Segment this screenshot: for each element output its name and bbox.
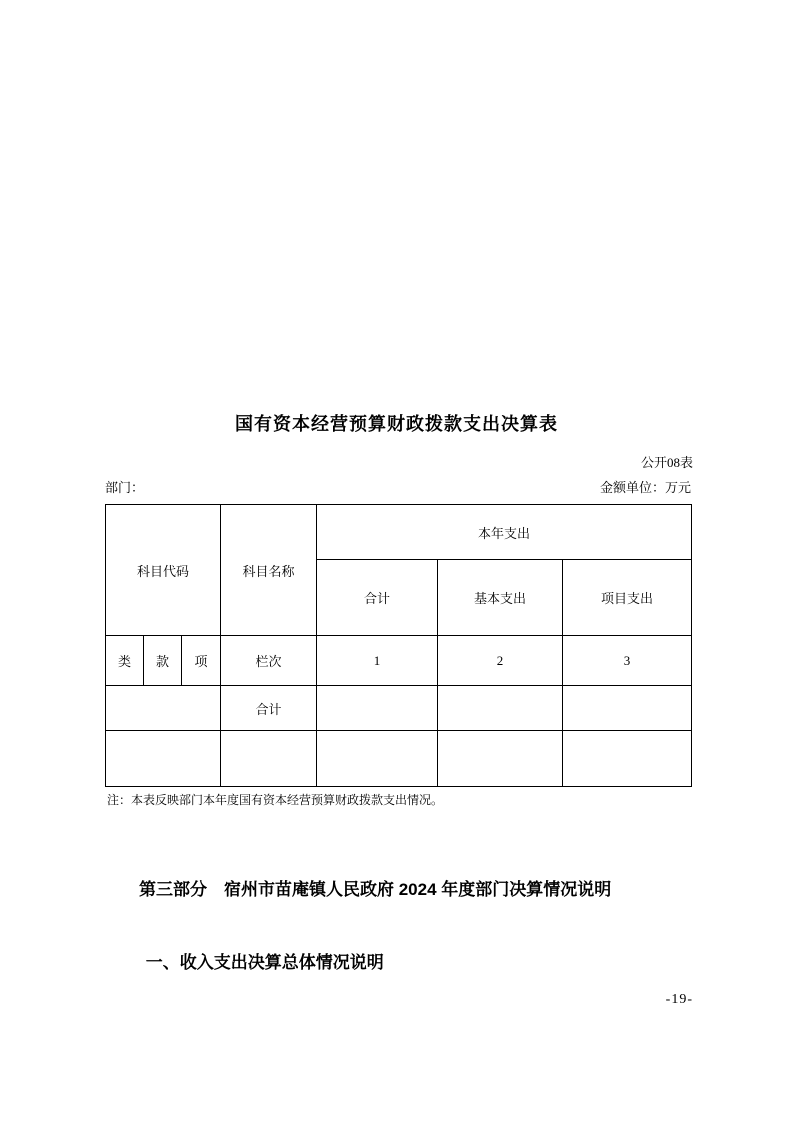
- table-index-row: [106, 636, 692, 686]
- column-index-3: 3: [563, 636, 692, 686]
- section-heading-part3: 第三部分 宿州市苗庵镇人民政府 2024 年度部门决算情况说明: [139, 880, 612, 899]
- total-cell: [317, 686, 438, 731]
- header-total: 合计: [317, 560, 438, 636]
- amount-unit-label: 金额单位：万元: [599, 480, 691, 495]
- name-cell: [221, 731, 317, 787]
- header-clause: 款: [144, 636, 182, 686]
- form-number-label: 公开08表: [640, 455, 693, 470]
- code-cell: [106, 731, 221, 787]
- code-cell: [106, 686, 221, 731]
- total-cell: [317, 731, 438, 787]
- table-row: [106, 686, 692, 731]
- department-label: 部门：: [105, 480, 145, 495]
- header-current-year-expenditure: 本年支出: [317, 505, 692, 560]
- budget-table: [105, 504, 692, 787]
- header-basic-expenditure: 基本支出: [438, 560, 563, 636]
- section-heading-income-expense-overview: 一、收入支出决算总体情况说明: [145, 953, 384, 972]
- basic-cell: [438, 686, 563, 731]
- table-header-row-1: [106, 505, 692, 560]
- basic-cell: [438, 731, 563, 787]
- table-note: 注：本表反映部门本年度国有资本经营预算财政拨款支出情况。: [107, 793, 444, 807]
- header-subject-code: 科目代码: [106, 505, 221, 636]
- project-cell: [563, 686, 692, 731]
- page-number: -19-: [665, 992, 693, 1007]
- table-meta-row: [105, 477, 691, 496]
- document-title: 国有资本经营预算财政拨款支出决算表: [235, 414, 558, 434]
- header-project-expenditure: 项目支出: [563, 560, 692, 636]
- project-cell: [563, 731, 692, 787]
- header-category: 类: [106, 636, 144, 686]
- column-index-1: 1: [317, 636, 438, 686]
- name-cell: 合计: [221, 686, 317, 731]
- header-item: 项: [182, 636, 221, 686]
- table-row: [106, 731, 692, 787]
- header-column-label: 栏次: [221, 636, 317, 686]
- column-index-2: 2: [438, 636, 563, 686]
- header-subject-name: 科目名称: [221, 505, 317, 636]
